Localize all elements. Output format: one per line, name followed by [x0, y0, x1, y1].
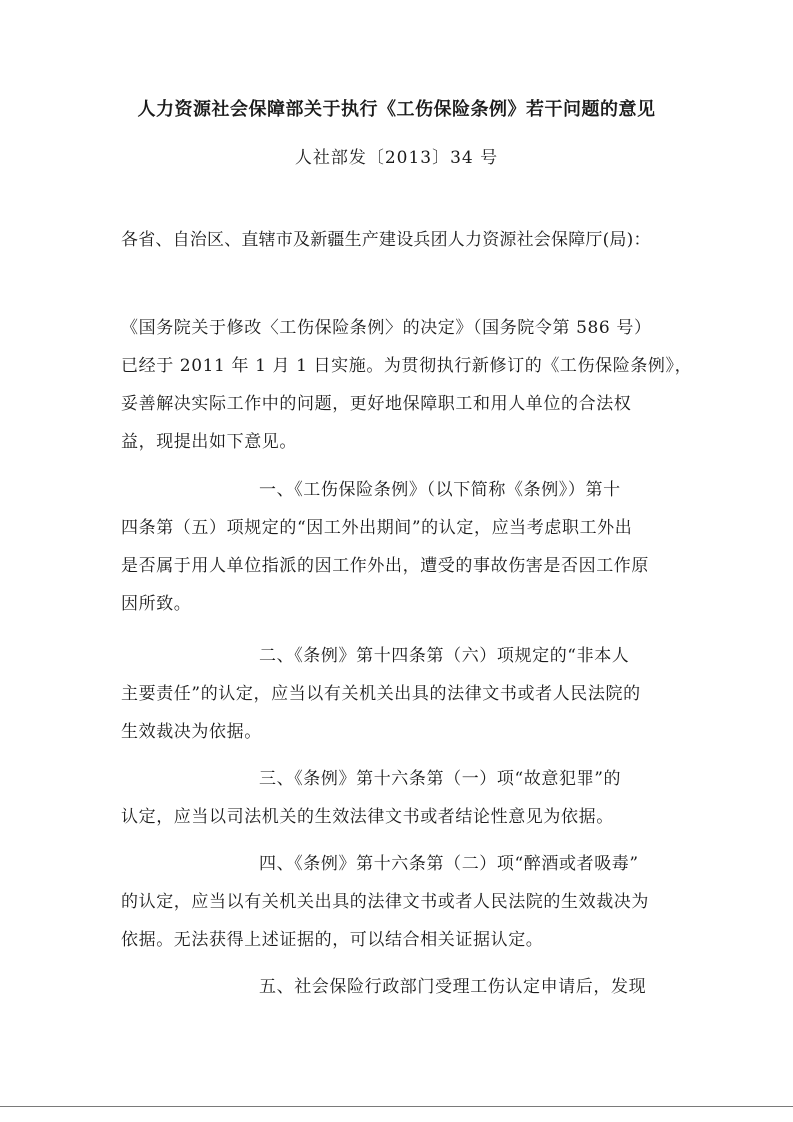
item-paragraph-3 — [121, 760, 621, 836]
text-line: 认定，应当以司法机关的生效法律文书或者结论性意见为依据。 — [121, 807, 614, 827]
text-line: 《国务院关于修改〈工伤保险条例〉的决定》（国务院令第 586 号） — [121, 318, 652, 338]
text-line: 生效裁决为依据。 — [121, 722, 262, 742]
item-paragraph-2 — [121, 637, 641, 751]
item-paragraph-5 — [121, 968, 646, 1006]
text-line: 二、《条例》第十四条第（六）项规定的“非本人 — [259, 646, 630, 666]
text-line: 是否属于用人单位指派的因工作外出，遭受的事故伤害是否因工作原 — [121, 556, 649, 576]
text-line: 益，现提出如下意见。 — [121, 432, 297, 452]
text-line: 一、《工伤保险条例》（以下简称《条例》）第十 — [259, 480, 621, 500]
text-line: 依据。无法获得上述证据的，可以结合相关证据认定。 — [121, 930, 544, 950]
document-title: 人力资源社会保障部关于执行《工伤保险条例》若干问题的意见 — [137, 99, 656, 120]
text-line: 妥善解决实际工作中的问题，更好地保障职工和用人单位的合法权 — [121, 394, 632, 414]
text-line: 四、《条例》第十六条第（二）项“醉酒或者吸毒” — [259, 854, 639, 874]
text-line: 四条第（五）项规定的“因工外出期间”的认定，应当考虑职工外出 — [121, 518, 633, 538]
text-line: 三、《条例》第十六条第（一）项“故意犯罪”的 — [259, 769, 622, 789]
text-line: 因所致。 — [121, 594, 192, 614]
text-line: 五、社会保险行政部门受理工伤认定申请后，发现 — [259, 977, 647, 997]
text-line: 已经于 2011 年 1 月 1 日实施。为贯彻执行新修订的《工伤保险条例》， — [121, 356, 693, 376]
intro-paragraph — [121, 309, 692, 461]
page-divider — [0, 1106, 793, 1107]
text-line: 主要责任”的认定，应当以有关机关出具的法律文书或者人民法院的 — [121, 684, 641, 704]
document-number: 人社部发〔2013〕34 号 — [294, 148, 499, 168]
addressee-line: 各省、自治区、直辖市及新疆生产建设兵团人力资源社会保障厅(局)： — [121, 230, 651, 250]
item-paragraph-1 — [121, 471, 649, 623]
text-line: 的认定，应当以有关机关出具的法律文书或者人民法院的生效裁决为 — [121, 892, 649, 912]
item-paragraph-4 — [121, 845, 649, 959]
